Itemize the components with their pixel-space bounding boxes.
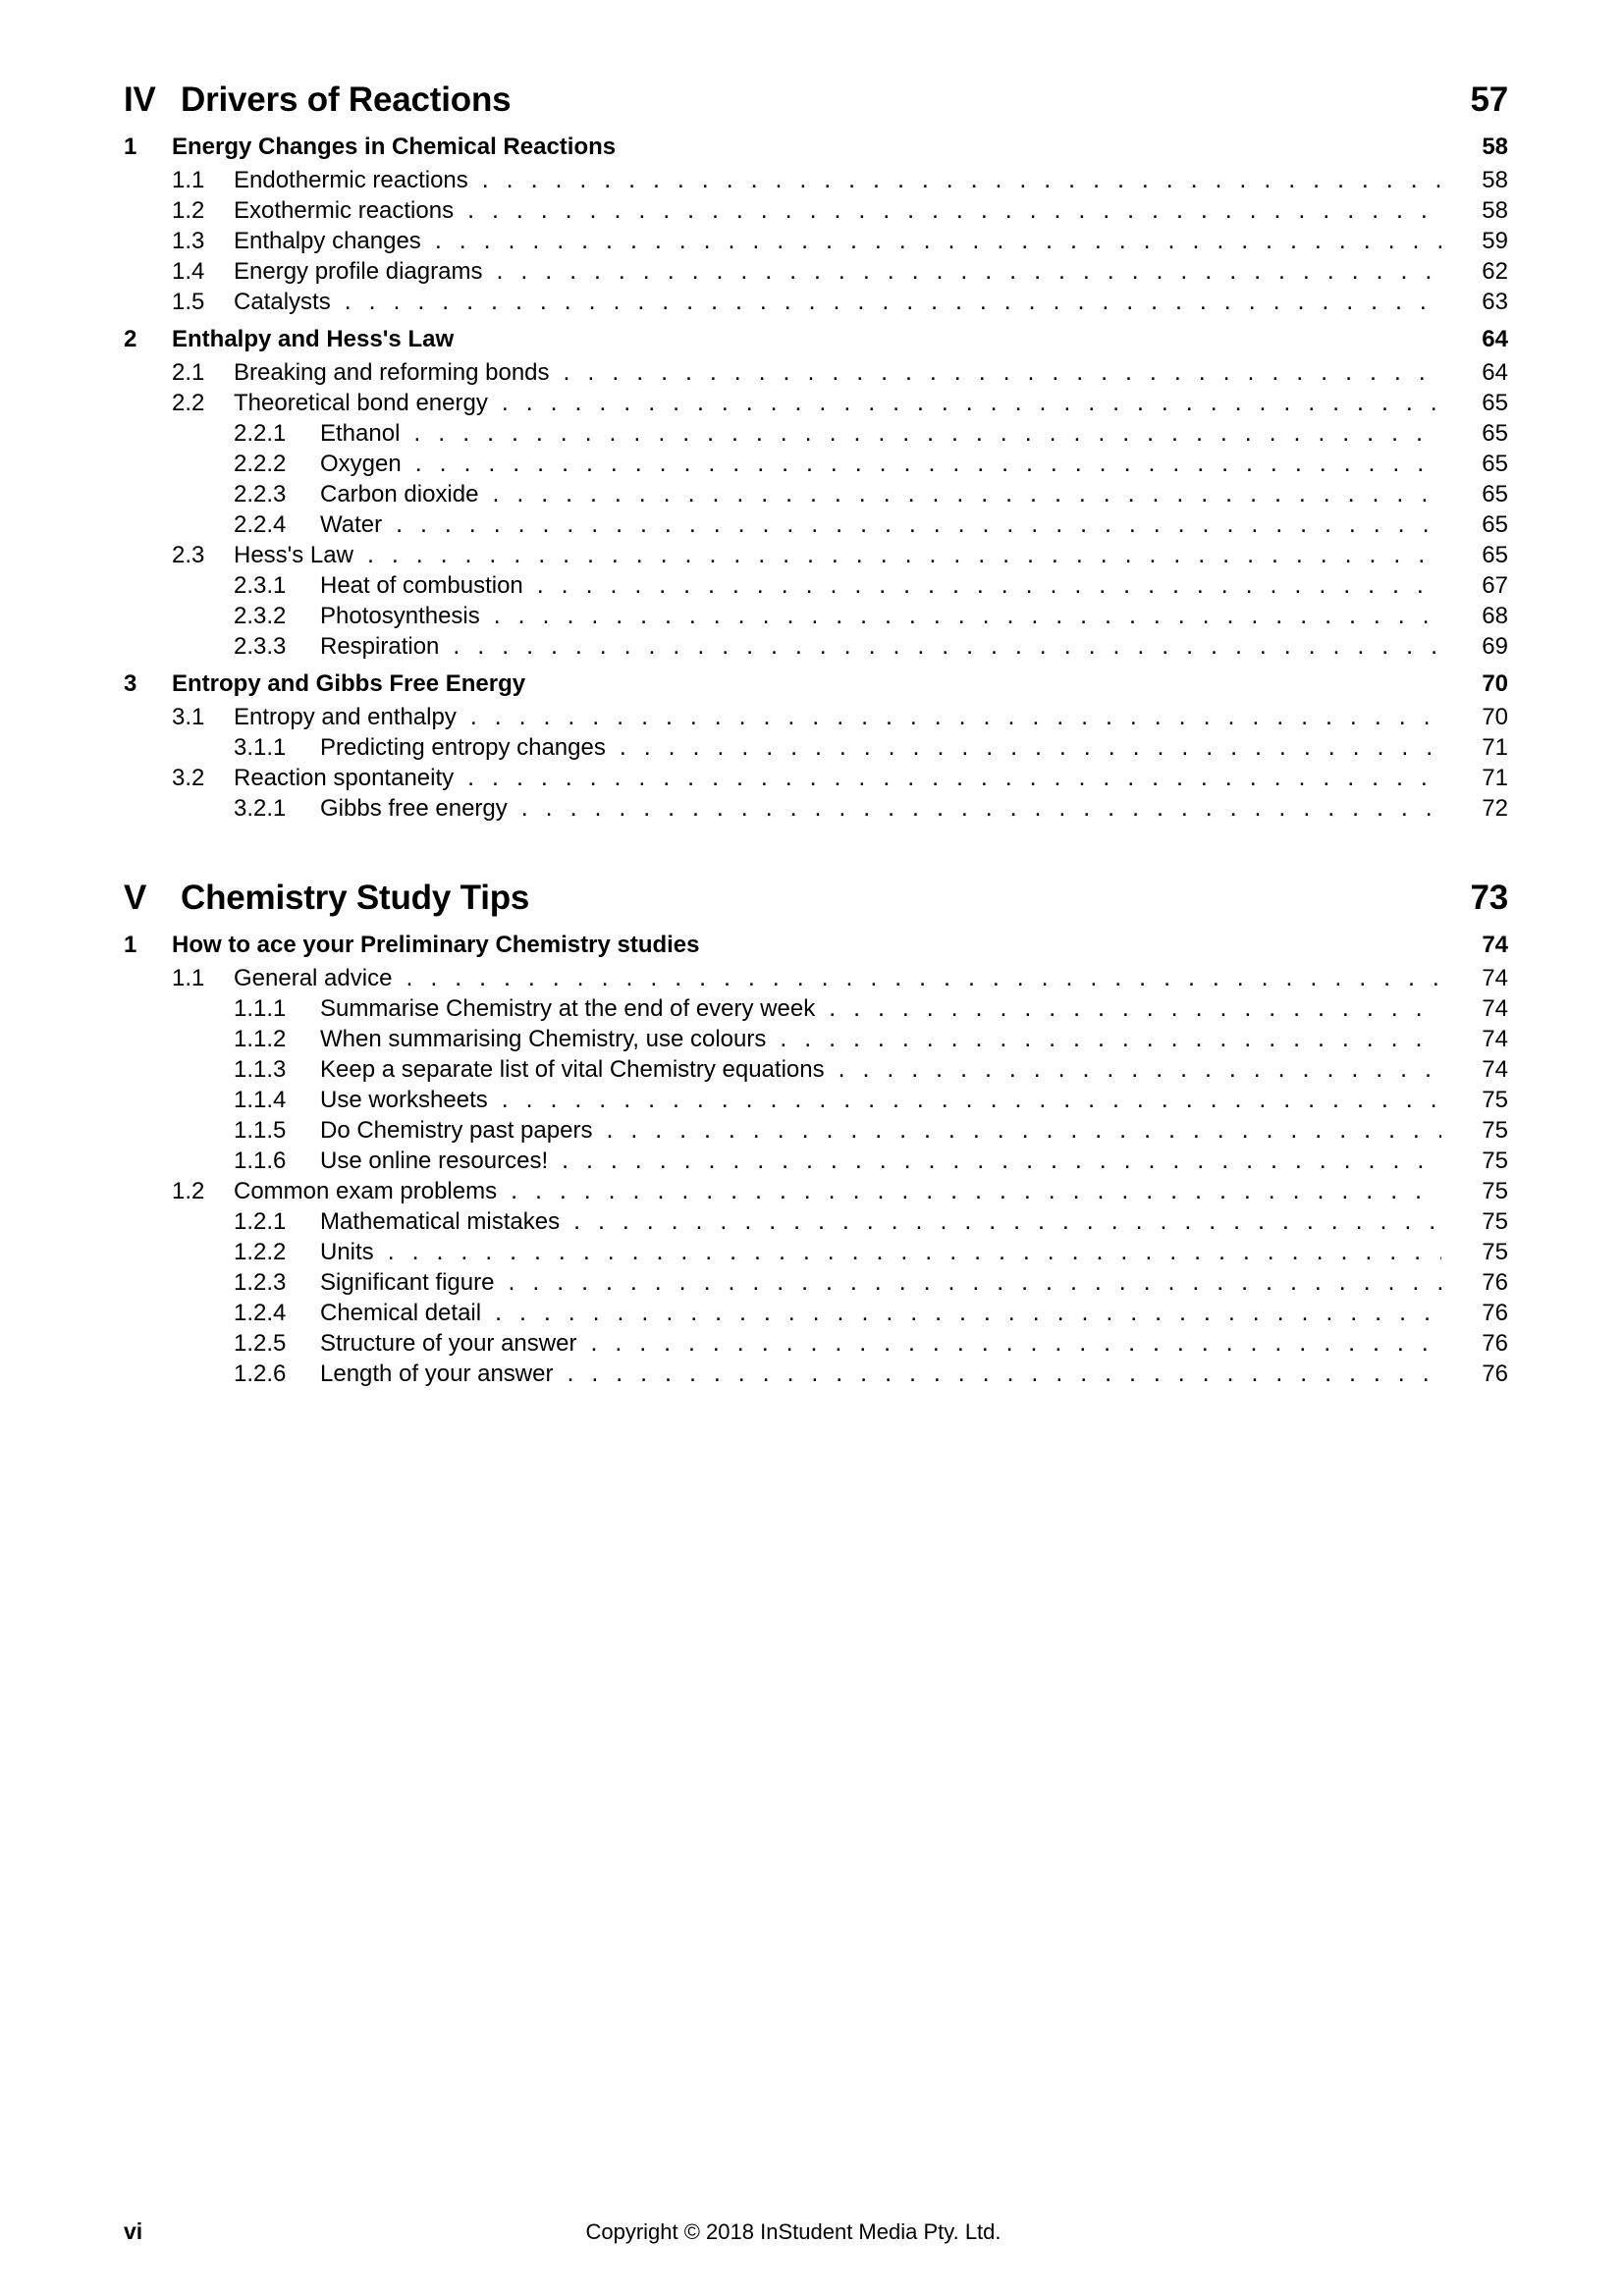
toc-subsection-number: 1.5 [172, 289, 205, 315]
toc-subsubsection[interactable] [124, 734, 1508, 762]
toc-section-title: Energy Changes in Chemical Reactions [172, 133, 617, 160]
toc-subsubsection-title: Use worksheets [320, 1087, 488, 1113]
toc-subsubsection[interactable] [124, 1148, 1508, 1175]
toc-subsubsection-page-number: 69 [1482, 633, 1508, 660]
dot-leader [620, 735, 1441, 759]
dot-leader [590, 1331, 1441, 1355]
toc-subsubsection[interactable] [124, 451, 1508, 478]
toc-subsubsection-number: 1.1.6 [234, 1148, 287, 1174]
dot-leader [839, 1057, 1441, 1081]
toc-subsection-number: 1.2 [172, 1178, 205, 1204]
toc-subsection-page-number: 65 [1482, 542, 1508, 568]
toc-subsection-title: Breaking and reforming bonds [234, 359, 550, 386]
dot-leader [511, 1179, 1441, 1202]
toc-subsubsection-page-number: 75 [1482, 1087, 1508, 1113]
dot-leader [435, 229, 1441, 252]
dot-leader [502, 391, 1441, 414]
toc-subsubsection-number: 1.1.4 [234, 1087, 287, 1113]
toc-subsubsection-number: 1.1.1 [234, 995, 287, 1022]
toc-subsection[interactable] [124, 765, 1508, 792]
toc-subsubsection-title: Use online resources! [320, 1148, 549, 1174]
toc-subsection[interactable] [124, 1178, 1508, 1205]
toc-subsubsection-title: Gibbs free energy [320, 795, 508, 822]
toc-subsubsection[interactable] [124, 603, 1508, 630]
table-of-contents [124, 80, 1508, 1391]
toc-subsubsection-number: 1.1.2 [234, 1026, 287, 1052]
toc-part-title: Chemistry Study Tips [181, 879, 530, 917]
dot-leader [406, 966, 1441, 989]
dot-leader [829, 996, 1441, 1020]
toc-section-title: Entropy and Gibbs Free Energy [172, 670, 526, 697]
toc-subsubsection-page-number: 67 [1482, 572, 1508, 599]
toc-subsubsection-page-number: 65 [1482, 451, 1508, 477]
toc-subsection[interactable] [124, 542, 1508, 569]
toc-subsubsection-title: Predicting entropy changes [320, 734, 606, 761]
toc-subsubsection-title: When summarising Chemistry, use colours [320, 1026, 767, 1052]
toc-subsection-title: Entropy and enthalpy [234, 704, 457, 730]
toc-subsection-page-number: 64 [1482, 359, 1508, 386]
toc-subsubsection-title: Units [320, 1239, 374, 1265]
toc-subsection-title: Common exam problems [234, 1178, 498, 1204]
toc-subsection-title: Catalysts [234, 289, 331, 315]
toc-subsubsection[interactable] [124, 795, 1508, 823]
toc-subsection[interactable] [124, 197, 1508, 225]
toc-subsection-page-number: 58 [1482, 197, 1508, 224]
toc-subsubsection[interactable] [124, 481, 1508, 508]
toc-subsubsection-number: 2.3.3 [234, 633, 287, 660]
dot-leader [482, 168, 1441, 191]
toc-subsubsection-number: 3.1.1 [234, 734, 287, 761]
toc-subsubsection-title: Do Chemistry past papers [320, 1117, 593, 1144]
toc-subsubsection-page-number: 76 [1482, 1269, 1508, 1296]
toc-section[interactable] [124, 133, 1508, 161]
toc-subsubsection-number: 3.2.1 [234, 795, 287, 822]
toc-section[interactable] [124, 326, 1508, 353]
toc-subsubsection-number: 1.2.3 [234, 1269, 287, 1296]
toc-section-number: 3 [124, 670, 137, 697]
toc-subsection-page-number: 70 [1482, 704, 1508, 730]
toc-part-page-number: 57 [1470, 80, 1508, 119]
toc-subsubsection-page-number: 76 [1482, 1300, 1508, 1326]
toc-subsubsection-page-number: 65 [1482, 420, 1508, 447]
toc-section-number: 1 [124, 133, 137, 160]
page-footer [124, 2212, 1500, 2245]
toc-subsubsection-page-number: 76 [1482, 1330, 1508, 1357]
toc-subsection-title: General advice [234, 965, 393, 991]
toc-subsubsection-page-number: 74 [1482, 1056, 1508, 1083]
toc-subsubsection[interactable] [124, 1300, 1508, 1327]
toc-subsubsection[interactable] [124, 511, 1508, 539]
toc-subsection-title: Reaction spontaneity [234, 765, 455, 791]
toc-subsubsection[interactable] [124, 1208, 1508, 1236]
toc-subsection-number: 2.1 [172, 359, 205, 386]
folio-number: vi [124, 2218, 143, 2244]
toc-subsubsection-number: 1.1.5 [234, 1117, 287, 1144]
toc-subsubsection-title: Chemical detail [320, 1300, 482, 1326]
toc-subsubsection-number: 2.2.2 [234, 451, 287, 477]
toc-subsection[interactable] [124, 258, 1508, 286]
toc-subsubsection-title: Water [320, 511, 383, 538]
toc-subsection-number: 2.3 [172, 542, 205, 568]
toc-subsubsection-page-number: 72 [1482, 795, 1508, 822]
toc-part[interactable] [124, 80, 1508, 120]
toc-part-number: IV [124, 80, 156, 119]
toc-section-number: 1 [124, 932, 137, 958]
toc-subsection-page-number: 62 [1482, 258, 1508, 285]
toc-subsubsection-page-number: 75 [1482, 1117, 1508, 1144]
dot-leader [573, 1209, 1441, 1233]
dot-leader [470, 705, 1441, 728]
toc-section-page-number: 64 [1482, 326, 1508, 352]
toc-subsection-number: 1.1 [172, 167, 205, 193]
toc-subsubsection-title: Summarise Chemistry at the end of every week [320, 995, 816, 1022]
dot-leader [413, 421, 1441, 445]
toc-subsubsection-number: 2.3.1 [234, 572, 287, 599]
toc-subsubsection[interactable] [124, 1026, 1508, 1053]
toc-subsection-page-number: 63 [1482, 289, 1508, 315]
toc-subsubsection-page-number: 74 [1482, 1026, 1508, 1052]
toc-part-number: V [124, 879, 147, 917]
toc-subsection[interactable] [124, 704, 1508, 731]
toc-subsection-number: 1.3 [172, 228, 205, 254]
toc-subsection-page-number: 74 [1482, 965, 1508, 991]
toc-subsection-number: 1.1 [172, 965, 205, 991]
dot-leader [502, 1088, 1441, 1111]
toc-subsubsection[interactable] [124, 1056, 1508, 1084]
toc-subsubsection-page-number: 65 [1482, 511, 1508, 538]
toc-subsubsection-title: Carbon dioxide [320, 481, 479, 507]
toc-subsubsection-page-number: 75 [1482, 1208, 1508, 1235]
toc-subsubsection-page-number: 76 [1482, 1361, 1508, 1387]
toc-subsubsection-title: Keep a separate list of vital Chemistry equations [320, 1056, 825, 1083]
toc-subsubsection-title: Significant figure [320, 1269, 495, 1296]
toc-subsubsection-page-number: 65 [1482, 481, 1508, 507]
toc-subsubsection-title: Length of your answer [320, 1361, 554, 1387]
dot-leader [345, 290, 1441, 313]
dot-leader [537, 573, 1441, 597]
toc-subsubsection-number: 1.2.5 [234, 1330, 287, 1357]
toc-subsubsection-number: 2.3.2 [234, 603, 287, 629]
toc-section-page-number: 70 [1482, 670, 1509, 697]
toc-subsection[interactable] [124, 359, 1508, 387]
toc-subsection-number: 1.4 [172, 258, 205, 285]
toc-subsubsection-title: Oxygen [320, 451, 402, 477]
dot-leader [780, 1027, 1441, 1050]
toc-subsubsection-title: Mathematical mistakes [320, 1208, 561, 1235]
toc-subsubsection-number: 2.2.4 [234, 511, 287, 538]
toc-subsection-title: Theoretical bond energy [234, 390, 488, 416]
dot-leader [415, 452, 1441, 475]
dot-leader [494, 604, 1441, 627]
toc-subsubsection[interactable] [124, 1117, 1508, 1145]
toc-subsubsection-number: 2.2.3 [234, 481, 287, 507]
toc-subsubsection-number: 1.2.1 [234, 1208, 287, 1235]
toc-subsection-number: 3.1 [172, 704, 205, 730]
toc-subsubsection[interactable] [124, 1239, 1508, 1266]
dot-leader [367, 543, 1441, 566]
toc-subsubsection-title: Respiration [320, 633, 440, 660]
dot-leader [606, 1118, 1441, 1142]
toc-subsection[interactable] [124, 390, 1508, 417]
toc-subsubsection-title: Heat of combustion [320, 572, 523, 599]
toc-part[interactable] [124, 879, 1508, 918]
dot-leader [496, 259, 1441, 283]
toc-subsubsection[interactable] [124, 1330, 1508, 1358]
toc-subsubsection-number: 2.2.1 [234, 420, 287, 447]
toc-subsection-title: Exothermic reactions [234, 197, 455, 224]
dot-leader [562, 1148, 1441, 1172]
toc-section-title: Enthalpy and Hess's Law [172, 326, 455, 352]
dot-leader [508, 1270, 1441, 1294]
toc-subsection[interactable] [124, 965, 1508, 992]
toc-subsection-number: 3.2 [172, 765, 205, 791]
toc-subsection-page-number: 75 [1482, 1178, 1508, 1204]
dot-leader [453, 634, 1441, 658]
toc-subsubsection[interactable] [124, 1361, 1508, 1388]
toc-section-page-number: 74 [1482, 932, 1509, 958]
toc-subsubsection-page-number: 74 [1482, 995, 1508, 1022]
dot-leader [467, 198, 1441, 222]
dot-leader [396, 512, 1441, 536]
dot-leader [521, 796, 1441, 820]
toc-subsection-page-number: 65 [1482, 390, 1508, 416]
toc-subsection-title: Enthalpy changes [234, 228, 421, 254]
toc-subsection-page-number: 58 [1482, 167, 1508, 193]
toc-part-title: Drivers of Reactions [181, 80, 512, 119]
toc-section[interactable] [124, 670, 1508, 698]
toc-subsubsection-title: Photosynthesis [320, 603, 480, 629]
toc-section-number: 2 [124, 326, 137, 352]
toc-part-page-number: 73 [1470, 879, 1509, 917]
toc-subsubsection-title: Structure of your answer [320, 1330, 577, 1357]
toc-subsection-page-number: 71 [1482, 765, 1508, 791]
toc-subsubsection-page-number: 75 [1482, 1239, 1508, 1265]
dot-leader [564, 360, 1441, 384]
toc-subsection-title: Hess's Law [234, 542, 353, 568]
toc-section-page-number: 58 [1482, 133, 1509, 160]
toc-subsection[interactable] [124, 228, 1508, 255]
toc-subsubsection[interactable] [124, 420, 1508, 448]
dot-leader [388, 1240, 1441, 1263]
toc-subsubsection-number: 1.2.6 [234, 1361, 287, 1387]
toc-subsubsection[interactable] [124, 995, 1508, 1023]
toc-subsubsection-title: Ethanol [320, 420, 401, 447]
toc-subsubsection[interactable] [124, 633, 1508, 661]
toc-subsubsection-page-number: 75 [1482, 1148, 1508, 1174]
toc-subsubsection-page-number: 68 [1482, 603, 1508, 629]
copyright-notice: Copyright © 2018 InStudent Media Pty. Ltd. [585, 2219, 1001, 2244]
part-spacer [124, 826, 1508, 879]
toc-section[interactable] [124, 932, 1508, 959]
toc-subsection-number: 1.2 [172, 197, 205, 224]
toc-subsubsection[interactable] [124, 572, 1508, 600]
toc-subsection-number: 2.2 [172, 390, 205, 416]
dot-leader [567, 1362, 1441, 1385]
toc-subsection[interactable] [124, 167, 1508, 194]
toc-subsection-page-number: 59 [1482, 228, 1508, 254]
dot-leader [467, 766, 1441, 789]
toc-section-title: How to ace your Preliminary Chemistry studies [172, 932, 700, 958]
toc-subsubsection-number: 1.2.2 [234, 1239, 287, 1265]
dot-leader [495, 1301, 1441, 1324]
toc-subsection-title: Energy profile diagrams [234, 258, 483, 285]
toc-subsubsection[interactable] [124, 1269, 1508, 1297]
toc-subsection-title: Endothermic reactions [234, 167, 468, 193]
toc-subsubsection[interactable] [124, 1087, 1508, 1114]
toc-subsection[interactable] [124, 289, 1508, 316]
toc-subsubsection-page-number: 71 [1482, 734, 1508, 761]
toc-subsubsection-number: 1.1.3 [234, 1056, 287, 1083]
dot-leader [492, 482, 1441, 506]
toc-subsubsection-number: 1.2.4 [234, 1300, 287, 1326]
